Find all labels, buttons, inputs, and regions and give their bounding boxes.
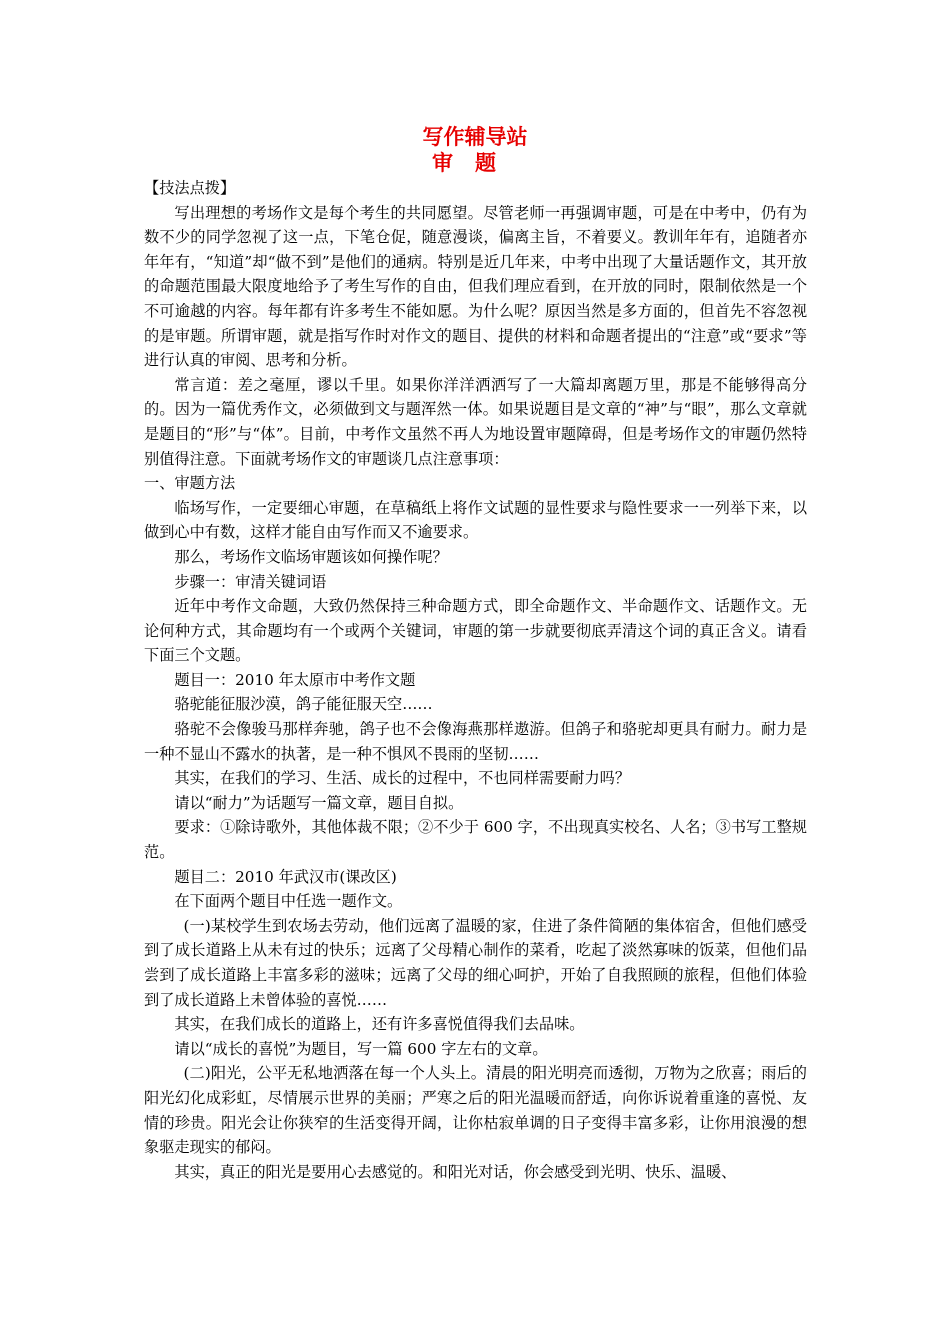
- paragraph: 要求：①除诗歌外，其他体裁不限；②不少于 600 字，不出现真实校名、人名；③书写工整规范。: [144, 818, 807, 862]
- paragraph: 一、审题方法: [144, 474, 236, 493]
- paragraph: 骆驼不会像骏马那样奔驰，鸽子也不会像海燕那样遨游。但鸽子和骆驼却更具有耐力。耐力是一种不显山不露水的执著，是一种不惧风不畏雨的坚韧……: [144, 720, 807, 763]
- paragraph: 【技法点拨】: [144, 179, 236, 197]
- paragraph: 题目一：2010 年太原市中考作文题: [174, 670, 416, 689]
- paragraph: 骆驼能征服沙漠，鸽子能征服天空……: [174, 695, 433, 714]
- document-body: [144, 176, 807, 1184]
- paragraph: 临场写作，一定要细心审题，在草稿纸上将作文试题的显性要求与隐性要求一一列举下来，以做到心中有数，这样才能自由写作而又不逾要求。: [144, 498, 807, 542]
- paragraph: 请以“成长的喜悦”为题目，写一篇 600 字左右的文章。: [174, 1039, 548, 1058]
- document-title: 写作辅导站: [422, 125, 528, 149]
- paragraph: 其实，真正的阳光是要用心去感觉的。和阳光对话，你会感受到光明、快乐、温暖、: [174, 1162, 737, 1181]
- document-subtitle: 审题: [432, 151, 518, 175]
- paragraph: 近年中考作文命题，大致仍然保持三种命题方式，即全命题作文、半命题作文、话题作文。无论何种方式，其命题均有一个或两个关键词，审题的第一步就要彻底弄清这个词的真正含义。请看下面三个文题。: [144, 597, 807, 665]
- paragraph: 其实，在我们的学习、生活、成长的过程中，不也同样需要耐力吗？: [174, 769, 631, 788]
- paragraph: 那么，考场作文临场审题该如何操作呢？: [174, 547, 448, 566]
- paragraph: (二)阳光，公平无私地洒落在每一个人头上。清晨的阳光明亮而透彻，万物为之欣喜；雨后的阳光幻化成彩虹，尽情展示世界的美丽；严寒之后的阳光温暖而舒适，向你诉说着重逢的喜悦、友情的珍贵。阳光会让你狭窄的生活变得开阔，让你枯寂单调的日子变得丰富多彩，让你用浪漫的想象驱走现实的郁闷。: [144, 1064, 807, 1157]
- paragraph: 其实，在我们成长的道路上，还有许多喜悦值得我们去品味。: [174, 1015, 585, 1034]
- paragraph: 题目二：2010 年武汉市(课改区): [174, 867, 397, 886]
- paragraph: 常言道：差之毫厘，谬以千里。如果你洋洋洒洒写了一大篇却离题万里，那是不能够得高分的。因为一篇优秀作文，必须做到文与题浑然一体。如果说题目是文章的“神”与“眼”，那么文章就是题目的“形”与“体”。目前，中考作文虽然不再人为地设置审题障碍，但是考场作文的审题仍然特别值得注意。下面就考场作文的审题谈几点注意事项：: [144, 375, 807, 468]
- paragraph: 在下面两个题目中任选一题作文。: [174, 892, 403, 911]
- paragraph: 写出理想的考场作文是每个考生的共同愿望。尽管老师一再强调审题，可是在中考中，仍有为数不少的同学忽视了这一点，下笔仓促，随意漫谈，偏离主旨，不着要义。教训年年有，追随者亦年年有，“知道”却“做不到”是他们的通病。特别是近几年来，中考中出现了大量话题作文，其开放的命题范围最大限度地给予了考生写作的自由，但我们理应看到，在开放的同时，限制依然是一个不可逾越的内容。每年都有许多考生不能如愿。为什么呢？原因当然是多方面的，但首先不容忽视的是审题。所谓审题，就是指写作时对作文的题目、提供的材料和命题者提出的“注意”或“要求”等进行认真的审阅、思考和分析。: [144, 203, 807, 370]
- paragraph: 请以“耐力”为话题写一篇文章，题目自拟。: [174, 793, 464, 812]
- paragraph: (一)某校学生到农场去劳动，他们远离了温暖的家，住进了条件简陋的集体宿舍，但他们感受到了成长道路上从未有过的快乐；远离了父母精心制作的菜肴，吃起了淡然寡味的饭菜，但他们品尝到了成长道路上丰富多彩的滋味；远离了父母的细心呵护，开始了自我照顾的旅程，但他们体验到了成长道路上未曾体验的喜悦……: [144, 916, 807, 1009]
- paragraph: 步骤一：审清关键词语: [174, 572, 327, 591]
